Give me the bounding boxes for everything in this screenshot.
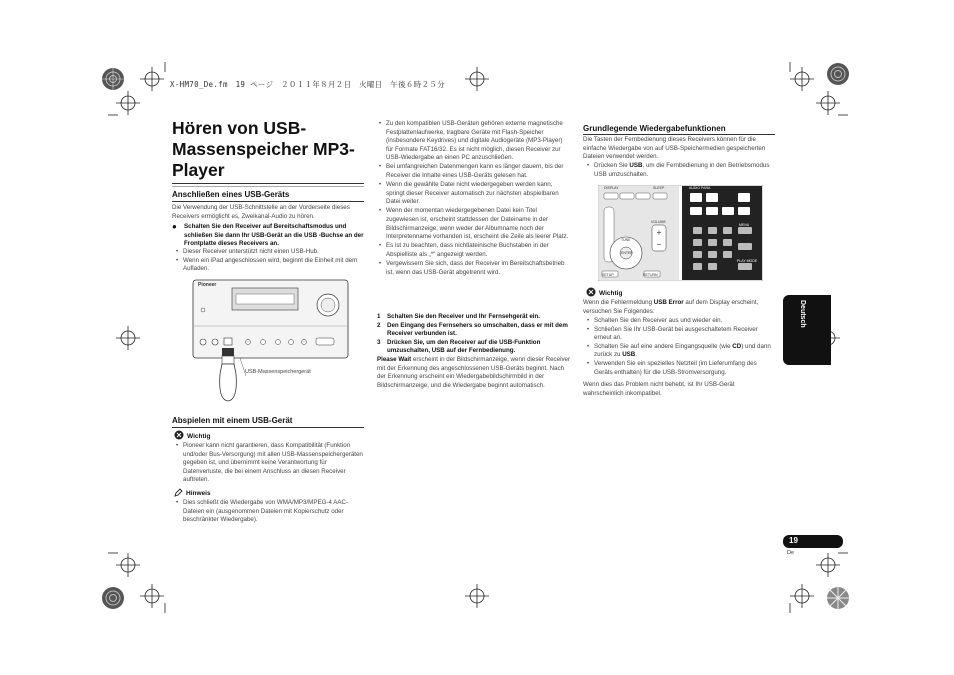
step-item: 1 Schalten Sie den Receiver und Ihr Fernsehgerät ein. — [377, 313, 541, 320]
list-item: • Drücken Sie USB, um die Fernbedienung in den Betriebsmodus USB umzuschalten. — [586, 162, 776, 179]
connect-intro: Die Verwendung der USB-Schnittstelle an der Vorderseite dieses Receivers ermöglicht es, Zweikanal-Audio zu hören. — [172, 204, 350, 220]
connect-bullets — [175, 248, 365, 274]
list-item: • Dieser Receiver unterstützt nicht einen USB-Hub. — [175, 248, 365, 257]
remote-label-volume: VOLUME — [651, 220, 666, 224]
density-mark-tr — [827, 63, 849, 85]
important-note-right — [586, 287, 622, 299]
middle-steps — [377, 313, 571, 356]
crosshair-mark-tc — [465, 67, 489, 91]
svg-text:+: + — [656, 228, 662, 237]
file-header-line: X-HM70_De.fm 19 ページ ２０１１年８月２日 火曜日 午後６時２５分 — [170, 80, 445, 89]
list-item: • Schließen Sie Ihr USB-Gerät bei ausgeschaltetem Receiver erneut an. — [586, 326, 776, 343]
title-rule — [172, 183, 364, 184]
language-side-tab-label: Deutsch — [799, 300, 806, 328]
remote-label-return: RETURN — [643, 273, 658, 277]
remote-label-setup: SETUP — [602, 273, 614, 277]
crosshair-mark-bl1 — [116, 553, 140, 577]
crosshair-mark-tl2 — [116, 91, 140, 115]
list-item: • Pioneer kann nicht garantieren, dass Kompatibilität (Funktion und/oder Bus-Versorgung) mit allen USB-Massenspeichergeräten gegeben ist, und übernimmt keine Verantwortung für Datenverluste, die bei einem Anschluss an diesen Receiver auftreten. — [175, 442, 365, 485]
list-item: • Schalten Sie auf eine andere Eingangsquelle (wie CD) und dann zurück zu USB. — [586, 343, 776, 360]
important-bullets-left — [175, 442, 365, 485]
remote-label-sleep: SLEEP — [653, 186, 665, 190]
page-number: 19 — [789, 536, 798, 545]
title-rule-2 — [172, 186, 364, 187]
please-wait-text: erscheint in der Bildschirmanzeige, wenn dieser Receiver mit der Erkennung des angeschlossenen USB-Geräts beginnt. Nach der Erkennung erscheint ein Wiedergabebildschirmbild in der Bildschirmanzeige, und die Wiedergabe beginnt automatisch. — [377, 356, 571, 389]
important-note-left — [174, 430, 210, 442]
section-rule-connect — [172, 201, 364, 202]
receiver-figure — [188, 278, 353, 403]
svg-text:−: − — [656, 240, 662, 249]
crosshair-mark-bc — [465, 584, 489, 608]
receiver-brand-label: Pioneer — [198, 282, 217, 288]
list-item: • Wenn ein iPad angeschlossen wird, beginnt die Einheit mit dem Aufladen. — [175, 257, 365, 274]
density-mark-bl — [102, 587, 124, 609]
density-mark-br — [827, 587, 849, 609]
crosshair-mark-br2 — [790, 584, 814, 608]
please-wait-paragraph — [377, 356, 571, 390]
section-rule-play — [172, 427, 364, 428]
crosshair-mark-bl2 — [140, 584, 164, 608]
remote-label-play-mode: PLAY MODE — [737, 259, 758, 263]
step-item: 2 Den Eingang des Fernsehers so umschalten, dass er mit dem Receiver verbunden ist. — [377, 321, 568, 338]
hint-label: Hinweis — [186, 490, 211, 497]
usb-error-paragraph: Wenn die Fehlermeldung USB Error auf dem Display erscheint, versuchen Sie Folgendes: — [583, 299, 759, 315]
remote-label-menu: MENU — [739, 223, 750, 227]
remote-control-figure — [598, 185, 763, 281]
pencil-icon — [174, 488, 183, 499]
list-item: • Es ist zu beachten, dass nichtlateinische Buchstaben in der Abspielliste als „*“ angezeigt werden. — [378, 242, 570, 259]
usb-error-outro: Wenn dies das Problem nicht behebt, ist Ihr USB-Gerät wahrscheinlich inkompatibel. — [583, 381, 735, 397]
remote-label-enter: ENTER — [621, 251, 633, 255]
important-label-left: Wichtig — [187, 432, 211, 440]
list-item: • Vergewissern Sie sich, dass der Receiver im Bereitschaftsbetrieb ist, wenn das USB-Gerät abgetrennt wird. — [378, 260, 570, 277]
important-icon — [174, 430, 184, 442]
connect-step-text: Schalten Sie den Receiver auf Bereitschaftsmodus und schließen Sie dann Ihr USB-Gerät an die USB -Buchse an der Frontplatte dieses Receivers an. — [184, 223, 364, 248]
section-heading-connect: Anschließen eines USB-Geräts — [172, 190, 290, 199]
remote-label-tune: TUNE — [621, 238, 631, 242]
important-icon — [586, 287, 596, 299]
section-heading-play: Abspielen mit einem USB-Gerät — [172, 416, 293, 425]
crosshair-mark-ml — [116, 326, 140, 350]
step-item: 3 Drücken Sie, um den Receiver auf die USB-Funktion umzuschalten, USB auf der Fernbedienung. — [377, 338, 541, 355]
usb-error-bullets — [586, 317, 776, 377]
basic-press-list — [586, 162, 776, 179]
list-item: • Zu den kompatiblen USB-Geräten gehören externe magnetische Festplattenlaufwerke, tragbare Geräte mit Flash-Speicher (insbesondere Keydrives) und digitale Audiogeräte (MP3-Player) für Formate FAT16/32. Es ist nicht möglich, diesen Receiver zur USB-Wiedergabe an einen PC anzuschließen. — [378, 120, 570, 163]
section-heading-basic: Grundlegende Wiedergabefunktionen — [583, 124, 726, 133]
crosshair-mark-tr1 — [790, 67, 814, 91]
usb-device-label: USB-Massenspeichergerät — [245, 369, 311, 375]
density-mark-tl — [102, 68, 124, 90]
hint-bullets — [175, 499, 365, 525]
section-rule-basic — [583, 134, 775, 135]
list-item: • Verwenden Sie ein spezielles Netzteil (im Lieferumfang des Geräts enthalten) für die USB-Stromversorgung. — [586, 360, 776, 377]
page-language-code: De — [787, 550, 795, 556]
list-item: • Schalten Sie den Receiver aus und wieder ein. — [586, 317, 776, 326]
crosshair-mark-tr2 — [816, 91, 840, 115]
please-wait-bold: Please Wait — [377, 356, 412, 363]
middle-bullets — [378, 120, 570, 277]
step-bullet-icon: ● — [172, 222, 177, 231]
basic-intro: Die Tasten der Fernbedienung dieses Receivers können für die einfache Wiedergabe von auf USB-Speichermedien gespeicherten Dateien verwendet werden. — [583, 136, 766, 161]
page-title: Hören von USB-Massenspeicher MP3-Player — [172, 118, 355, 180]
list-item: • Dies schließt die Wiedergabe von WMA/MP3/MPEG-4 AAC-Dateien ein (ausgenommen Dateien mit Kopierschutz oder beschränkter Wiedergabe). — [175, 499, 365, 525]
crosshair-mark-tl1 — [140, 67, 164, 91]
list-item: • Wenn die gewählte Datei nicht wiedergegeben werden kann, springt dieser Receiver automatisch zur nächsten abspielbaren Datei weiter. — [378, 181, 570, 207]
list-item: • Bei umfangreichen Datenmengen kann es länger dauern, bis der Receiver die Inhalte eines USB-Geräts gelesen hat. — [378, 163, 570, 180]
remote-label-audio-para: AUDIO PARA — [689, 186, 711, 190]
important-label-right: Wichtig — [599, 289, 623, 297]
hint-note — [174, 488, 211, 499]
remote-label-display: DISPLAY — [604, 186, 619, 190]
crosshair-mark-br1 — [816, 553, 840, 577]
connect-step — [172, 223, 364, 249]
list-item: • Wenn der momentan wiedergegebenen Datei kein Titel zugewiesen ist, erscheint stattdessen der Dateiname in der Bildschirmanzeige; wenn weder der Albumname noch der Interpretenname vorhanden ist, erscheint die Zeile als leerer Platz. — [378, 207, 570, 241]
